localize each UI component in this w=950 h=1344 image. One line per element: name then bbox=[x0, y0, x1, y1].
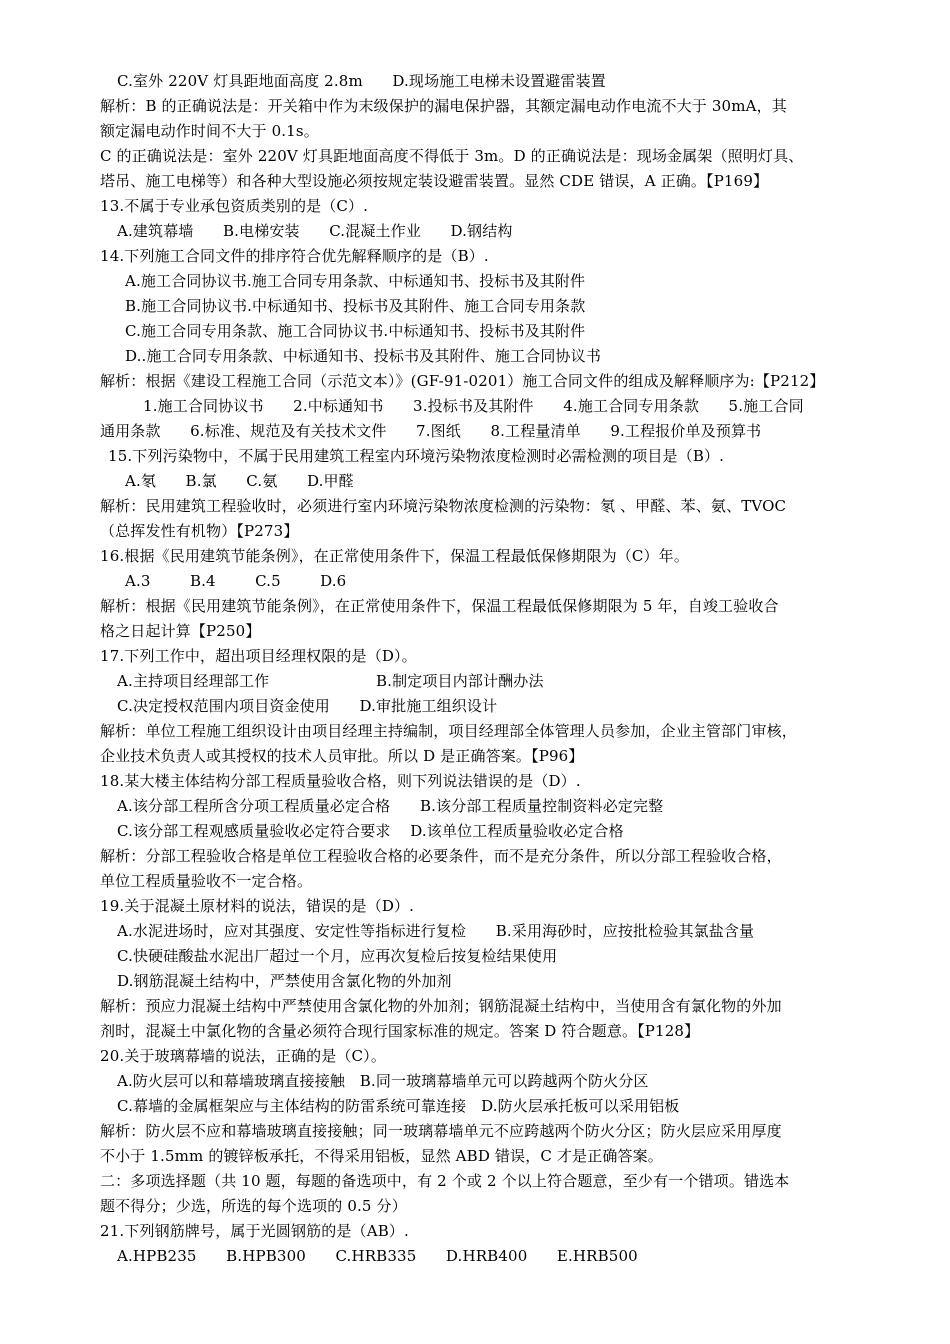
question-18-options-a-b: A.该分部工程所含分项工程质量必定合格 B.该分部工程质量控制资料必定完整 bbox=[117, 797, 664, 815]
question-19-option-c: C.快硬硅酸盐水泥出厂超过一个月，应再次复检后按复检结果使用 bbox=[117, 947, 558, 965]
analysis-line: 解析：民用建筑工程验收时，必须进行室内环境污染物浓度检测的污染物：氡 、甲醛、苯、氨、TVOC bbox=[100, 497, 787, 515]
question-20-options-c-d: C.幕墙的金属框架应与主体结构的防雷系统可靠连接 D.防火层承托板可以采用铝板 bbox=[117, 1097, 680, 1115]
question-16-options: A.3 B.4 C.5 D.6 bbox=[125, 572, 347, 590]
question-21-options: A.HPB235 B.HPB300 C.HRB335 D.HRB400 E.HRB500 bbox=[117, 1247, 638, 1265]
option-line-c-d: C.室外 220V 灯具距地面高度 2.8m D.现场施工电梯未设置避雷装置 bbox=[117, 72, 606, 90]
question-20-options-a-b: A.防火层可以和幕墙玻璃直接接触 B.同一玻璃幕墙单元可以跨越两个防火分区 bbox=[117, 1072, 649, 1090]
question-14-option-c: C.施工合同专用条款、施工合同协议书.中标通知书、投标书及其附件 bbox=[125, 322, 586, 340]
analysis-line: 解析：分部工程验收合格是单位工程验收合格的必要条件，而不是充分条件，所以分部工程验收合格， bbox=[100, 847, 782, 865]
question-14: 14.下列施工合同文件的排序符合优先解释顺序的是（B）. bbox=[100, 247, 489, 265]
question-19-option-d: D.钢筋混凝土结构中，严禁使用含氯化物的外加剂 bbox=[117, 972, 452, 990]
question-14-option-d: D..施工合同专用条款、中标通知书、投标书及其附件、施工合同协议书 bbox=[125, 347, 601, 365]
question-17-option-a: A.主持项目经理部工作 bbox=[117, 672, 270, 690]
question-14-option-a: A.施工合同协议书.施工合同专用条款、中标通知书、投标书及其附件 bbox=[125, 272, 586, 290]
question-17-options-c-d: C.决定授权范围内项目资金使用 D.审批施工组织设计 bbox=[117, 697, 498, 715]
question-13-options: A.建筑幕墙 B.电梯安装 C.混凝土作业 D.钢结构 bbox=[117, 222, 513, 240]
section-heading: 二：多项选择题（共 10 题，每题的备选项中，有 2 个或 2 个以上符合题意，至少有一个错项。错选本 bbox=[100, 1172, 790, 1190]
analysis-line: （总挥发性有机物）【P273】 bbox=[100, 522, 299, 540]
analysis-line: 解析：根据《民用建筑节能条例》，在正常使用条件下，保温工程最低保修期限为 5 年，自竣工验收合 bbox=[100, 597, 779, 615]
analysis-line: 额定漏电动作时间不大于 0.1s。 bbox=[100, 122, 319, 140]
analysis-line: 不小于 1.5mm 的镀锌板承托，不得采用铝板，显然 ABD 错误，C 才是正确答案。 bbox=[100, 1147, 663, 1165]
analysis-line: 解析：单位工程施工组织设计由项目经理主持编制，项目经理部全体管理人员参加，企业主管部门审核， bbox=[100, 722, 797, 740]
question-19-options-a-b: A.水泥进场时，应对其强度、安定性等指标进行复检 B.采用海砂时，应按批检验其氯盐含量 bbox=[117, 922, 755, 940]
analysis-line: 解析：防火层不应和幕墙玻璃直接接触；同一玻璃幕墙单元不应跨越两个防火分区；防火层应采用厚度 bbox=[100, 1122, 782, 1140]
analysis-line: 通用条款 6.标准、规范及有关技术文件 7.图纸 8.工程量清单 9.工程报价单及预算书 bbox=[100, 422, 762, 440]
question-13: 13.不属于专业承包资质类别的是（C）. bbox=[100, 197, 369, 215]
question-20: 20.关于玻璃幕墙的说法，正确的是（C）。 bbox=[100, 1047, 386, 1065]
question-17-option-b: B.制定项目内部计酬办法 bbox=[376, 672, 544, 690]
analysis-line: 企业技术负责人或其授权的技术人员审批。所以 D 是正确答案。【P96】 bbox=[100, 747, 584, 765]
analysis-line: 塔吊、施工电梯等）和各种大型设施必须按规定装设避雷装置。显然 CDE 错误，A 正确。【P169】 bbox=[100, 172, 769, 190]
analysis-line: 剂时，混凝土中氯化物的含量必须符合现行国家标准的规定。答案 D 符合题意。【P128】 bbox=[100, 1022, 700, 1040]
question-21: 21.下列钢筋牌号，属于光圆钢筋的是（AB）. bbox=[100, 1222, 409, 1240]
section-heading: 题不得分；少选，所选的每个选项的 0.5 分） bbox=[100, 1197, 407, 1215]
analysis-line: C 的正确说法是：室外 220V 灯具距地面高度不得低于 3m。D 的正确说法是：现场金属架（照明灯具、 bbox=[100, 147, 804, 165]
analysis-line: 单位工程质量验收不一定合格。 bbox=[100, 872, 313, 890]
question-17: 17.下列工作中，超出项目经理权限的是（D）。 bbox=[100, 647, 417, 665]
question-15: 15.下列污染物中，不属于民用建筑工程室内环境污染物浓度检测时必需检测的项目是（B）. bbox=[108, 447, 725, 465]
analysis-line: 格之日起计算【P250】 bbox=[100, 622, 261, 640]
question-15-options: A.氡 B.氯 C.氨 D.甲醛 bbox=[125, 472, 354, 490]
question-18-options-c-d: C.该分部工程观感质量验收必定符合要求 D.该单位工程质量验收必定合格 bbox=[117, 822, 624, 840]
question-19: 19.关于混凝土原材料的说法，错误的是（D）. bbox=[100, 897, 415, 915]
analysis-line: 1.施工合同协议书 2.中标通知书 3.投标书及其附件 4.施工合同专用条款 5.施工合同 bbox=[143, 397, 804, 415]
analysis-line: 解析：B 的正确说法是：开关箱中作为末级保护的漏电保护器，其额定漏电动作电流不大于 30mA，其 bbox=[100, 97, 787, 115]
analysis-line: 解析：预应力混凝土结构中严禁使用含氯化物的外加剂；钢筋混凝土结构中，当使用含有氯化物的外加 bbox=[100, 997, 782, 1015]
question-18: 18.某大楼主体结构分部工程质量验收合格，则下列说法错误的是（D）. bbox=[100, 772, 581, 790]
analysis-line: 解析：根据《建设工程施工合同（示范文本）》(GF-91-0201）施工合同文件的组成及解释顺序为:【P212】 bbox=[100, 372, 825, 390]
question-16: 16.根据《民用建筑节能条例》，在正常使用条件下，保温工程最低保修期限为（C）年。 bbox=[100, 547, 689, 565]
question-14-option-b: B.施工合同协议书.中标通知书、投标书及其附件、施工合同专用条款 bbox=[125, 297, 586, 315]
